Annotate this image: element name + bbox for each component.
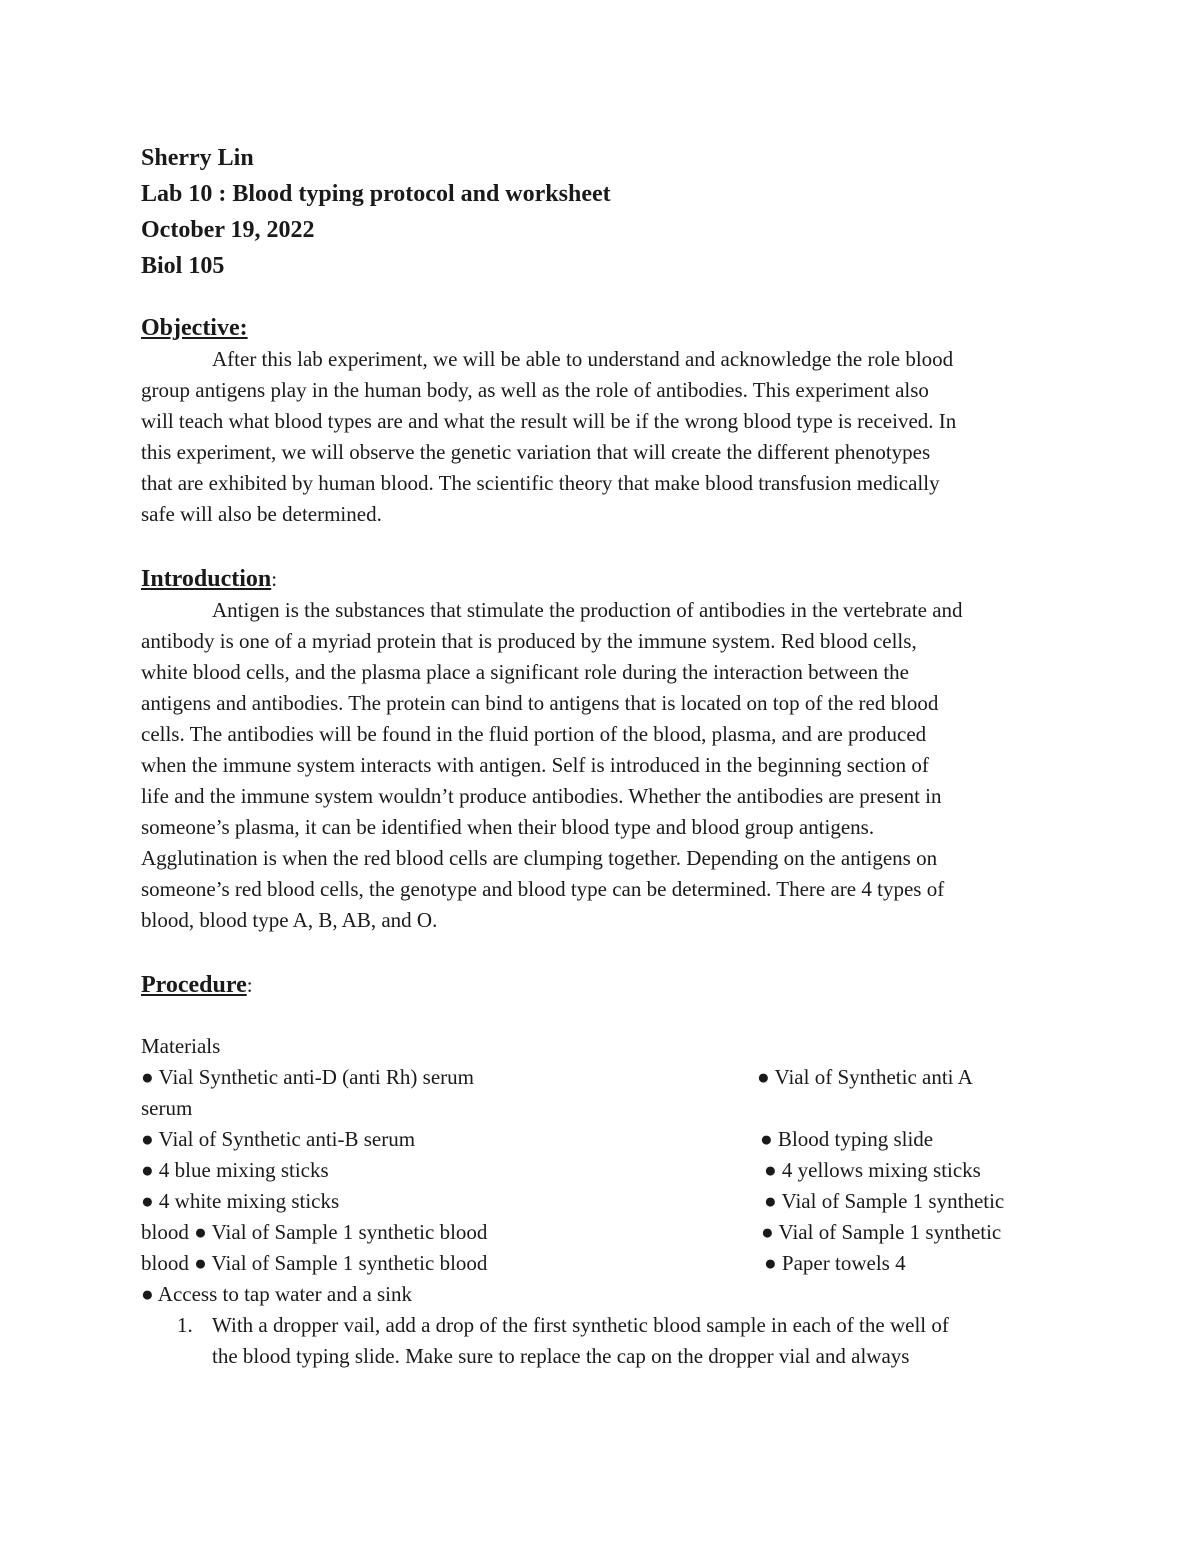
introduction-line: antibody is one of a myriad protein that is produced by the immune system. Red blood cells, bbox=[141, 629, 917, 653]
procedure-step bbox=[141, 1310, 1061, 1341]
lab-date: October 19, 2022 bbox=[141, 217, 315, 243]
introduction-line: antigens and antibodies. The protein can bind to antigens that is located on top of the red blood bbox=[141, 691, 939, 715]
procedure-section bbox=[141, 969, 1061, 1372]
step-line: the blood typing slide. Make sure to replace the cap on the dropper vial and always bbox=[212, 1344, 910, 1368]
introduction-line: when the immune system interacts with antigen. Self is introduced in the beginning section of bbox=[141, 753, 929, 777]
step-number: 1. bbox=[177, 1313, 193, 1337]
introduction-line: someone’s plasma, it can be identified when their blood type and blood group antigens. bbox=[141, 815, 875, 839]
materials-row bbox=[141, 1062, 1061, 1093]
material-item: ● Vial of Synthetic anti-B serum bbox=[141, 1127, 416, 1151]
introduction-line: cells. The antibodies will be found in the fluid portion of the blood, plasma, and are produced bbox=[141, 722, 927, 746]
material-item: ● Paper towels 4 bbox=[764, 1251, 906, 1275]
materials-label: Materials bbox=[141, 1034, 221, 1058]
material-item: ● Vial Synthetic anti-D (anti Rh) serum bbox=[141, 1065, 474, 1089]
material-item: ● Access to tap water and a sink bbox=[141, 1282, 413, 1306]
step-line: With a dropper vail, add a drop of the first synthetic blood sample in each of the well of bbox=[212, 1313, 949, 1337]
material-item: serum bbox=[141, 1096, 193, 1120]
introduction-line: someone’s red blood cells, the genotype and blood type can be determined. There are 4 types of bbox=[141, 877, 945, 901]
objective-line: will teach what blood types are and what the result will be if the wrong blood type is received. In bbox=[141, 409, 957, 433]
introduction-section bbox=[141, 563, 1061, 936]
introduction-line: Antigen is the substances that stimulate the production of antibodies in the vertebrate and bbox=[212, 598, 963, 622]
objective-line: that are exhibited by human blood. The scientific theory that make blood transfusion medically bbox=[141, 471, 940, 495]
material-item: ● Blood typing slide bbox=[760, 1127, 934, 1151]
materials-label-row bbox=[141, 1031, 1061, 1062]
objective-paragraph bbox=[141, 344, 1061, 530]
author-name: Sherry Lin bbox=[141, 145, 254, 171]
material-item: ● Vial of Sample 1 synthetic bbox=[761, 1220, 1002, 1244]
objective-line: After this lab experiment, we will be able to understand and acknowledge the role blood bbox=[212, 347, 954, 371]
procedure-heading: Procedure bbox=[141, 972, 247, 998]
material-item: blood ● Vial of Sample 1 synthetic blood bbox=[141, 1220, 488, 1244]
introduction-line: white blood cells, and the plasma place a significant role during the interaction between the bbox=[141, 660, 909, 684]
introduction-line: blood, blood type A, B, AB, and O. bbox=[141, 908, 438, 932]
introduction-line: Agglutination is when the red blood cells are clumping together. Depending on the antigens on bbox=[141, 846, 938, 870]
objective-line: group antigens play in the human body, as well as the role of antibodies. This experiment also bbox=[141, 378, 929, 402]
lab-title: Lab 10 : Blood typing protocol and worksheet bbox=[141, 181, 611, 207]
material-item: ● Vial of Synthetic anti A bbox=[757, 1065, 973, 1089]
introduction-paragraph bbox=[141, 595, 1061, 936]
materials-row bbox=[141, 1186, 1061, 1217]
material-item: ● 4 yellows mixing sticks bbox=[764, 1158, 981, 1182]
materials-row bbox=[141, 1279, 1061, 1310]
introduction-line: life and the immune system wouldn’t produce antibodies. Whether the antibodies are present in bbox=[141, 784, 942, 808]
introduction-heading: Introduction bbox=[141, 566, 272, 592]
objective-line: safe will also be determined. bbox=[141, 502, 382, 526]
procedure-step-continued bbox=[141, 1341, 1061, 1372]
objective-line: this experiment, we will observe the genetic variation that will create the different phenotypes bbox=[141, 440, 931, 464]
course-code: Biol 105 bbox=[141, 253, 225, 279]
materials-row bbox=[141, 1155, 1061, 1186]
procedure-heading-colon: : bbox=[246, 973, 253, 997]
objective-heading: Objective: bbox=[141, 315, 248, 341]
material-item: ● 4 blue mixing sticks bbox=[141, 1158, 329, 1182]
material-item: ● 4 white mixing sticks bbox=[141, 1189, 340, 1213]
materials-row bbox=[141, 1093, 1061, 1124]
objective-section bbox=[141, 312, 1061, 530]
materials-row bbox=[141, 1248, 1061, 1279]
materials-row bbox=[141, 1124, 1061, 1155]
materials-row bbox=[141, 1217, 1061, 1248]
introduction-heading-colon: : bbox=[271, 567, 278, 591]
material-item: ● Vial of Sample 1 synthetic bbox=[764, 1189, 1005, 1213]
material-item: blood ● Vial of Sample 1 synthetic blood bbox=[141, 1251, 488, 1275]
document-page bbox=[141, 140, 1061, 1372]
